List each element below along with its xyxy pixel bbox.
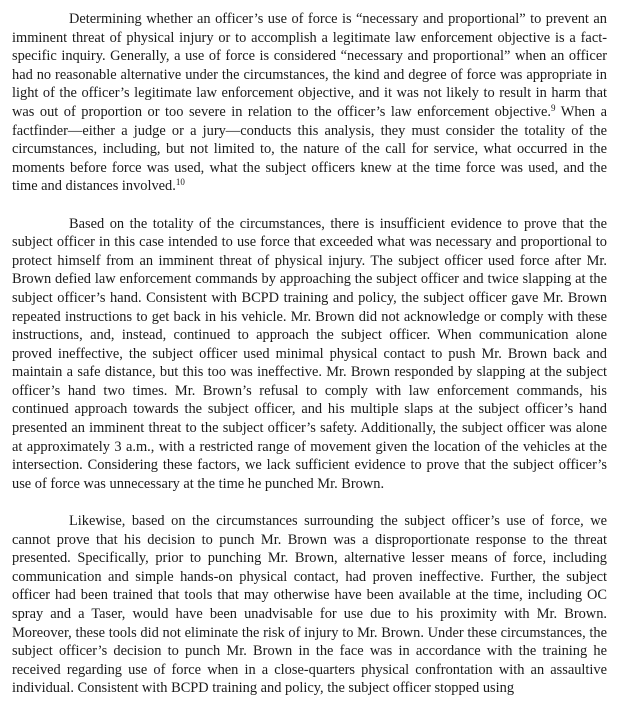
paragraph-text: When a factfinder—either a judge or a jury—conducts this analysis, they must consider the totality of the circumstances, including, but not limited to, the nature of the call for service, what occurred in the moments before force was used, what the subject officers knew at the time force was used, and the time and distances involved. <box>12 103 607 195</box>
document-page <box>12 10 607 717</box>
footnote-reference[interactable]: 10 <box>175 177 185 188</box>
paragraph-text: Based on the totality of the circumstances, there is insufficient evidence to prove that the subject officer in this case intended to use force that exceeded what was necessary and proportional to protect himself from an imminent threat of physical injury. The subject officer used force after Mr. Brown defied law enforcement commands by approaching the subject officer and twice slapping at the subject officer’s hand. Consistent with BCPD training and policy, the subject officer gave Mr. Brown repeated instructions to get back in his vehicle. Mr. Brown did not acknowledge or comply with these instructions, and, instead, continued to approach the subject officer. When communication alone proved ineffective, the subject officer used minimal physical contact to push Mr. Brown back and maintain a safe distance, but this too was ineffective. Mr. Brown responded by slapping at the subject officer’s hand two times. Mr. Brown’s refusal to comply with law enforcement commands, his continued approach towards the subject officer, and his multiple slaps at the subject officer’s hand presented an imminent threat to the subject officer’s safety. Additionally, the subject officer was alone at approximately 3 a.m., with a restricted range of movement given the location of the vehicles at the intersection. Considering these factors, we lack sufficient evidence to prove that the subject officer’s use of force was unnecessary at the time he punched Mr. Brown. <box>12 215 607 492</box>
paragraph-necessary-and-proportional <box>12 10 607 196</box>
paragraph-proportional-response <box>12 512 607 698</box>
paragraph-text: Likewise, based on the circumstances surrounding the subject officer’s use of force, we cannot prove that his decision to punch Mr. Brown was a disproportionate response to the threat presented. Specifically, prior to punching Mr. Brown, alternative lesser means of force, including communication and simple hands-on physical contact, had proven ineffective. Further, the subject officer had been trained that tools that may otherwise have been available at the time, including OC spray and a Taser, would have been unadvisable for use due to his proximity with Mr. Brown. Moreover, these tools did not eliminate the risk of injury to Mr. Brown. Under these circumstances, the subject officer’s decision to punch Mr. Brown in the face was in accordance with the training he received regarding use of force when in a close-quarters physical confrontation with an assaultive individual. Consistent with BCPD training and policy, the subject officer stopped using <box>12 513 607 697</box>
footnote-reference[interactable]: 9 <box>550 102 556 113</box>
paragraph-totality-of-circumstances <box>12 215 607 494</box>
paragraph-text: Determining whether an officer’s use of force is “necessary and proportional” to prevent an imminent threat of physical injury or to accomplish a legitimate law enforcement objective is a fact-specific inquiry. Generally, a use of force is considered “necessary and proportional” when an officer had no reasonable alternative under the circumstances, the kind and degree of force was appropriate in light of the officer’s legitimate law enforcement objective, and it was not likely to result in harm that was out of proportion or too severe in relation to the officer’s law enforcement objective. <box>12 11 607 120</box>
